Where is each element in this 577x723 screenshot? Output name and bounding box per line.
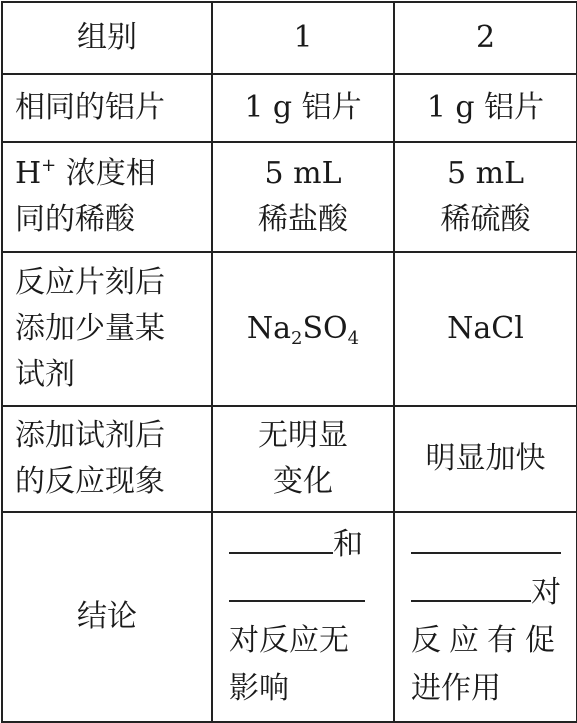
reagent-group1-formula xyxy=(246,311,360,349)
header-label: 组别 xyxy=(77,20,137,55)
reagent-group2-formula: NaCl xyxy=(447,311,524,346)
conclusion-group2-cell xyxy=(394,512,577,722)
formula-sub-4: 4 xyxy=(347,328,360,349)
phenomenon-label-line1: 添加试剂后 xyxy=(15,418,165,453)
acid-group2-volume: 5 mL xyxy=(447,156,524,191)
header-label-cell xyxy=(2,2,212,74)
acid-label-line1-rest: 浓度相 xyxy=(56,156,156,191)
conclusion-group2-line2 xyxy=(411,569,570,617)
table-row-phenomenon xyxy=(2,406,577,512)
answer-blank-1[interactable] xyxy=(229,526,333,554)
header-group1: 1 xyxy=(293,20,313,55)
answer-blank-4[interactable] xyxy=(411,574,531,602)
acid-group1-cell xyxy=(212,142,394,252)
aluminum-label-cell xyxy=(2,74,212,142)
aluminum-group1: 1 g 铝片 xyxy=(244,90,362,125)
header-group2: 2 xyxy=(475,20,496,55)
acid-group1-volume: 5 mL xyxy=(264,156,342,191)
acid-label-line2: 同的稀酸 xyxy=(15,202,135,237)
conclusion-group1-line4: 影响 xyxy=(229,671,289,706)
header-group2-cell xyxy=(394,2,577,74)
phenomenon-label-line2: 的反应现象 xyxy=(15,464,165,499)
reagent-group2-cell xyxy=(394,252,577,406)
experiment-table xyxy=(1,1,577,723)
conclusion-group2-line1 xyxy=(411,521,570,569)
conclusion-label-cell xyxy=(2,512,212,722)
phenomenon-group1-line1: 无明显 xyxy=(258,418,348,453)
table-row-acid xyxy=(2,142,577,252)
aluminum-group2-cell xyxy=(394,74,577,142)
conclusion-label: 结论 xyxy=(77,599,137,634)
aluminum-label: 相同的铝片 xyxy=(15,90,165,125)
aluminum-group2: 1 g 铝片 xyxy=(426,90,545,125)
table-row-reagent xyxy=(2,252,577,406)
acid-group1-name: 稀盐酸 xyxy=(258,202,348,237)
phenomenon-label-cell xyxy=(2,406,212,512)
conclusion-group1-cell xyxy=(212,512,394,722)
conclusion-group1-line1 xyxy=(229,521,387,569)
answer-blank-2[interactable] xyxy=(229,574,365,602)
reagent-label-line3: 试剂 xyxy=(15,357,75,392)
acid-label-ion: H xyxy=(15,156,42,191)
conclusion-group1-and: 和 xyxy=(333,527,363,562)
phenomenon-group1-cell xyxy=(212,406,394,512)
formula-na: Na xyxy=(246,311,292,346)
formula-sub-2: 2 xyxy=(291,328,303,349)
conclusion-group1-line2 xyxy=(229,569,387,617)
reagent-label-line1: 反应片刻后 xyxy=(15,265,165,300)
conclusion-group2-line4: 进作用 xyxy=(411,671,501,706)
acid-label-line1 xyxy=(15,151,211,197)
formula-so: SO xyxy=(302,311,348,346)
acid-label-ion-charge: + xyxy=(41,155,57,176)
reagent-label-cell xyxy=(2,252,212,406)
table-row-conclusion xyxy=(2,512,577,722)
table-row-aluminum xyxy=(2,74,577,142)
acid-label-cell xyxy=(2,142,212,252)
reagent-label-line2: 添加少量某 xyxy=(15,311,165,346)
answer-blank-3[interactable] xyxy=(411,526,561,554)
phenomenon-group1-line2: 变化 xyxy=(273,464,333,499)
acid-group2-cell xyxy=(394,142,577,252)
header-group1-cell xyxy=(212,2,394,74)
phenomenon-group2-cell xyxy=(394,406,577,512)
reagent-group1-cell xyxy=(212,252,394,406)
conclusion-group1-line3: 对反应无 xyxy=(229,623,349,658)
table-row-header xyxy=(2,2,577,74)
phenomenon-group2: 明显加快 xyxy=(425,441,546,476)
aluminum-group1-cell xyxy=(212,74,394,142)
conclusion-group2-line3: 反应有促 xyxy=(411,623,563,658)
conclusion-group2-dui: 对 xyxy=(531,575,561,610)
acid-group2-name: 稀硫酸 xyxy=(440,202,531,237)
